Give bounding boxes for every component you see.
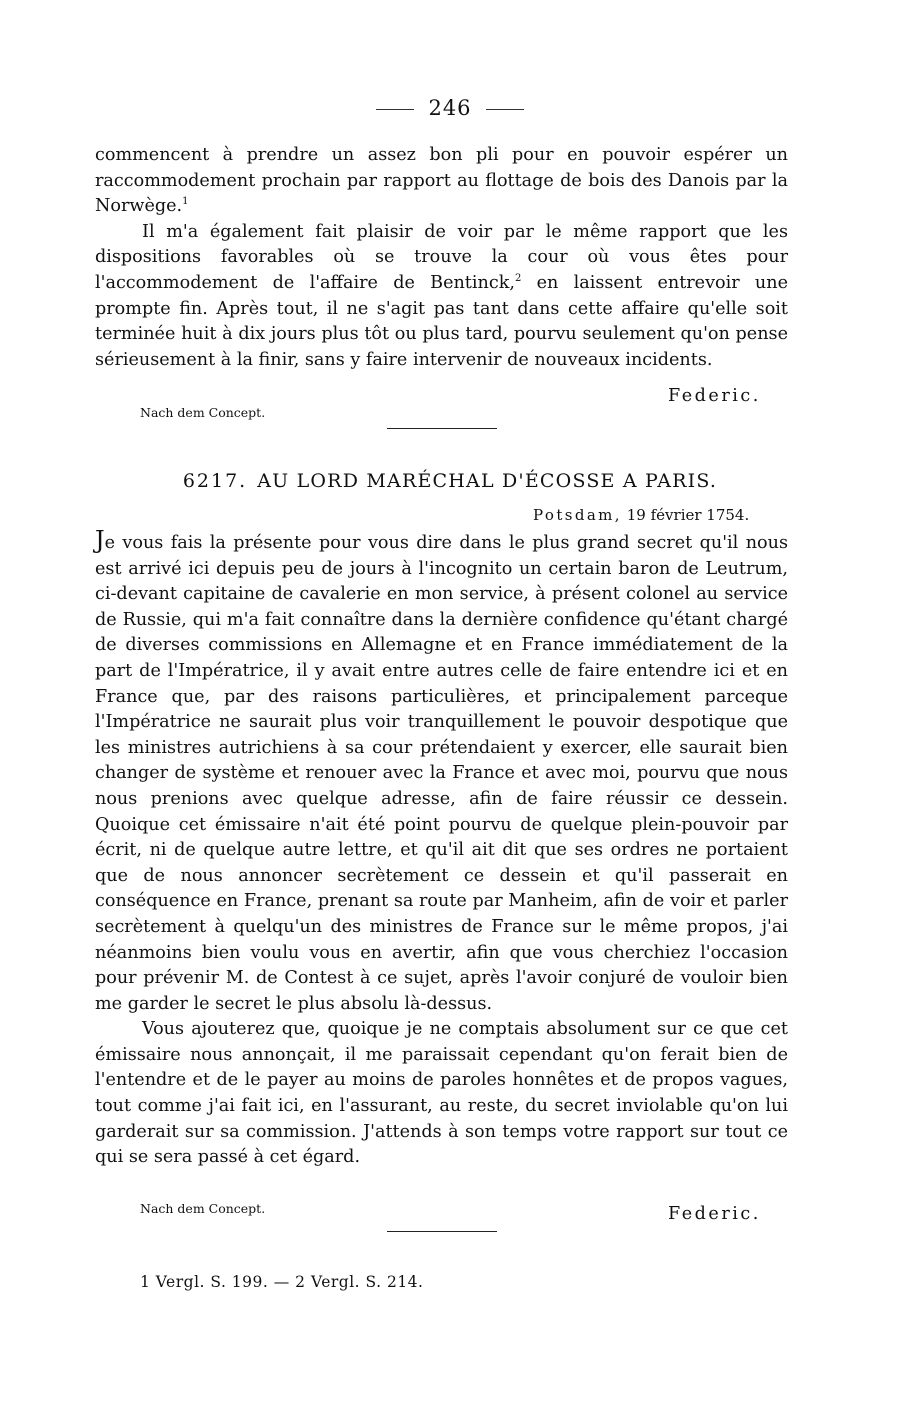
paragraph: commencent à prendre un assez bon pli pour en pouvoir espérer un raccommodement prochain par rapport au flottage de bois des Danois par la Norwège.$^1$ [95, 145, 788, 217]
page-number [0, 96, 900, 120]
section-divider [387, 428, 497, 429]
dateline-place: Potsdam, [533, 506, 622, 524]
letter-number: 6217. [182, 470, 248, 492]
source-note: Nach dem Concept. [140, 405, 266, 420]
letter-title: AU LORD MARÉCHAL D'ÉCOSSE A PARIS. [257, 470, 718, 492]
page-number-dash-right [486, 109, 524, 110]
previous-letter-ending [95, 143, 788, 373]
paragraph: Je vous fais la présente pour vous dire dans le plus grand secret qu'il nous est arrivé ici depuis peu de jours à l'incognito un certain baron de Leutrum, ci-devant capitaine de cavalerie en mon service, à présent colonel au service de Russie, qui m'a fait connaître dans la dernière confidence qu'étant chargé de diverses commissions en Allemagne et en France immédiatement de la part de l'Impératrice, il y avait entre autres celle de faire entendre ici et en France que, par des raisons particulières, et principalement parceque l'Impératrice ne saurait plus voir tranquillement le pouvoir despotique que les ministres autrichiens à sa cour prétendaient y exercer, elle saurait bien changer de système et renouer avec la France et avec moi, pourvu que nous nous prenions avec quelque adresse, afin de faire réussir ce dessein. Quoique cet émissaire n'ait été point pourvu de quelque plein-pouvoir par écrit, ni de quelque autre lettre, et qu'il ait dit que ses ordres ne portaient que de nous annoncer secrètement ce dessein et qu'il passerait en conséquence en France, prenant sa route par Manheim, afin de voir et parler secrètement à quelqu'un des ministres de France sur le même propos, j'ai néanmoins bien voulu vous en avertir, afin que vous cherchiez l'occasion pour prévenir M. de Contest à ce sujet, après l'avoir conjuré de vouloir bien me garder le secret le plus absolu là-dessus. [95, 526, 788, 1014]
paragraph: Il m'a également fait plaisir de voir par le même rapport que les dispositions favorables où se trouve la cour où vous êtes pour l'accommodement de l'affaire de Bentinck,$^2$ en laissent entrevoir une prompte fin. Après tout, il ne s'agit pas tant dans cette affaire qu'elle soit terminée huit à dix jours plus tôt ou plus tard, pourvu seulement qu'on pense sérieusement à la finir, sans y faire intervenir de nouveaux incidents. [95, 221, 788, 370]
footnote-mark: 2 [514, 273, 522, 285]
signature: Federic. [668, 1204, 761, 1224]
footnote-mark: 1 [182, 196, 189, 208]
source-note: Nach dem Concept. [140, 1201, 266, 1216]
letter-body [95, 526, 788, 1171]
paragraph: Vous ajouterez que, quoique je ne comptais absolument sur ce que cet émissaire nous annonçait, il me paraissait cependant qu'on ferait bien de l'entendre et de le payer au moins de paroles honnêtes et de propos vagues, tout comme j'ai fait ici, en l'assurant, au reste, du secret inviolable qu'on lui garderait sur sa commission. J'attends à son temps votre rapport sur tout ce qui se sera passé à cet égard. [95, 1019, 788, 1168]
dateline-date: 19 février 1754. [626, 506, 750, 524]
initial-letter: J [95, 526, 105, 554]
page-number-text: 246 [428, 96, 472, 120]
letter-heading [0, 470, 900, 492]
footnotes: 1 Vergl. S. 199. — 2 Vergl. S. 214. [140, 1273, 424, 1291]
page-number-dash-left [376, 109, 414, 110]
section-divider [387, 1231, 497, 1232]
signature: Federic. [668, 386, 761, 406]
dateline [533, 506, 749, 524]
